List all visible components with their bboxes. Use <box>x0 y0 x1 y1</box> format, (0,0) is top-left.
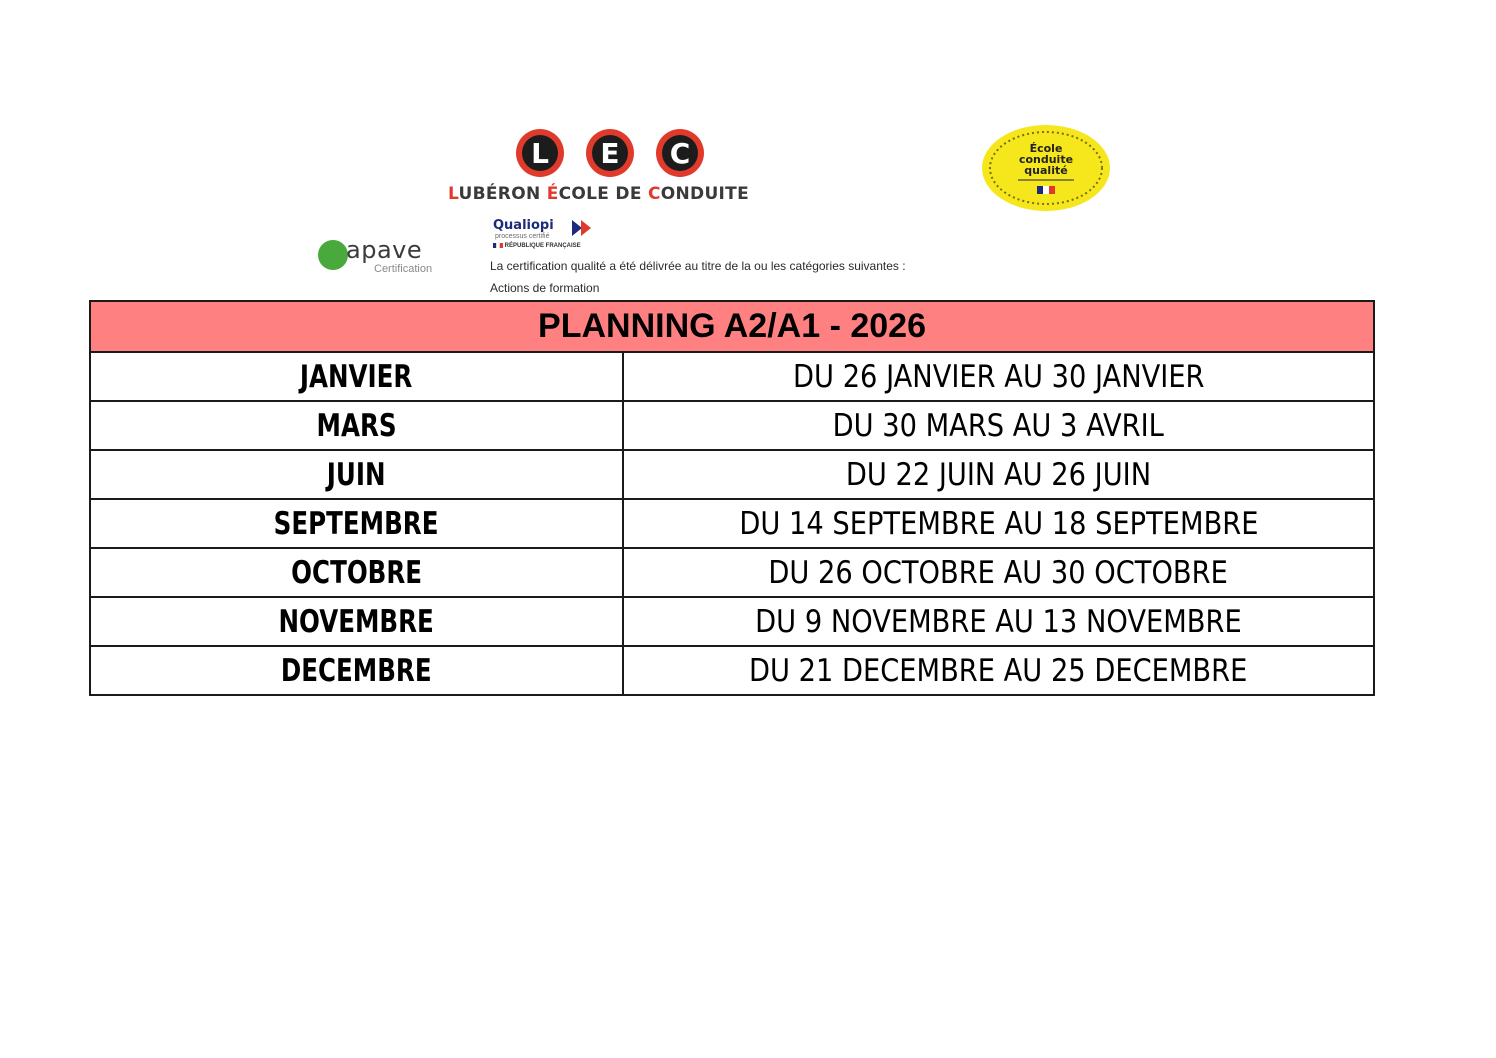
date-range: DU 9 NOVEMBRE AU 13 NOVEMBRE <box>755 603 1242 640</box>
lec-letter-l: L <box>531 137 549 170</box>
planning-table <box>89 300 1375 696</box>
table-row <box>90 450 1374 499</box>
lec-badge-c <box>656 129 704 177</box>
date-range: DU 14 SEPTEMBRE AU 18 SEPTEMBRE <box>738 505 1259 542</box>
lec-logo <box>440 128 775 208</box>
table-row <box>90 597 1374 646</box>
french-flag-icon <box>1037 186 1055 194</box>
badge-title-line-3: qualité <box>1024 164 1068 177</box>
date-range: DU 30 MARS AU 3 AVRIL <box>832 407 1165 444</box>
date-range-cell <box>623 401 1374 450</box>
month-label: OCTOBRE <box>291 554 422 591</box>
month-label: SEPTEMBRE <box>274 505 439 542</box>
date-range-cell <box>623 450 1374 499</box>
lec-letter-badges <box>500 128 720 178</box>
lec-letter-e: E <box>600 137 620 170</box>
table-row <box>90 548 1374 597</box>
month-label: NOVEMBRE <box>278 603 435 640</box>
month-label: DECEMBRE <box>281 652 432 689</box>
qualiopi-republic-text: RÉPUBLIQUE FRANÇAISE <box>504 243 581 250</box>
date-range: DU 21 DECEMBRE AU 25 DECEMBRE <box>749 652 1248 689</box>
lec-badge-e <box>586 129 634 177</box>
month-cell <box>117 597 597 646</box>
apave-circle-icon <box>318 240 348 270</box>
lec-badge-l <box>516 129 564 177</box>
date-range-cell <box>623 646 1374 695</box>
month-cell <box>117 450 597 499</box>
table-row <box>90 499 1374 548</box>
month-cell <box>117 352 597 401</box>
date-range-cell <box>623 499 1374 548</box>
qualiopi-republic <box>493 243 581 249</box>
date-range: DU 26 OCTOBRE AU 30 OCTOBRE <box>768 554 1229 591</box>
month-cell <box>117 646 597 695</box>
french-flag-icon <box>493 243 503 248</box>
certification-text: La certification qualité a été délivrée au titre de la ou les catégories suivantes : <box>490 259 906 273</box>
planning-title: PLANNING A2/A1 - 2026 <box>90 301 1374 352</box>
month-label: MARS <box>316 407 397 444</box>
date-range-cell <box>623 597 1374 646</box>
month-cell <box>117 548 597 597</box>
qualiopi-logo <box>490 218 620 254</box>
qualiopi-subtitle: processus certifié <box>495 233 550 240</box>
badge-title-line-2: conduite <box>1018 153 1074 166</box>
table-row <box>90 646 1374 695</box>
month-label: JANVIER <box>300 358 413 395</box>
month-cell <box>117 401 597 450</box>
table-row <box>90 401 1374 450</box>
date-range: DU 26 JANVIER AU 30 JANVIER <box>792 358 1205 395</box>
apave-logo <box>316 236 456 280</box>
date-range-cell <box>623 548 1374 597</box>
lec-tagline: LUBÉRON ÉCOLE DE CONDUITE <box>448 184 749 204</box>
qualiopi-name: Qualiopi <box>493 218 554 233</box>
date-range-cell <box>623 352 1374 401</box>
apave-name: apave <box>346 236 423 264</box>
badge-title-line-1: École <box>1029 142 1063 155</box>
lec-letter-c: C <box>669 137 691 170</box>
month-cell <box>117 499 597 548</box>
table-row <box>90 352 1374 401</box>
month-label: JUIN <box>327 456 386 493</box>
certification-category: Actions de formation <box>490 281 600 295</box>
date-range: DU 22 JUIN AU 26 JUIN <box>845 456 1152 493</box>
qualiopi-arrows-icon <box>572 220 600 236</box>
planning-title-row <box>90 301 1374 352</box>
ecole-conduite-qualite-badge <box>978 124 1114 214</box>
apave-subtitle: Certification <box>374 263 433 275</box>
